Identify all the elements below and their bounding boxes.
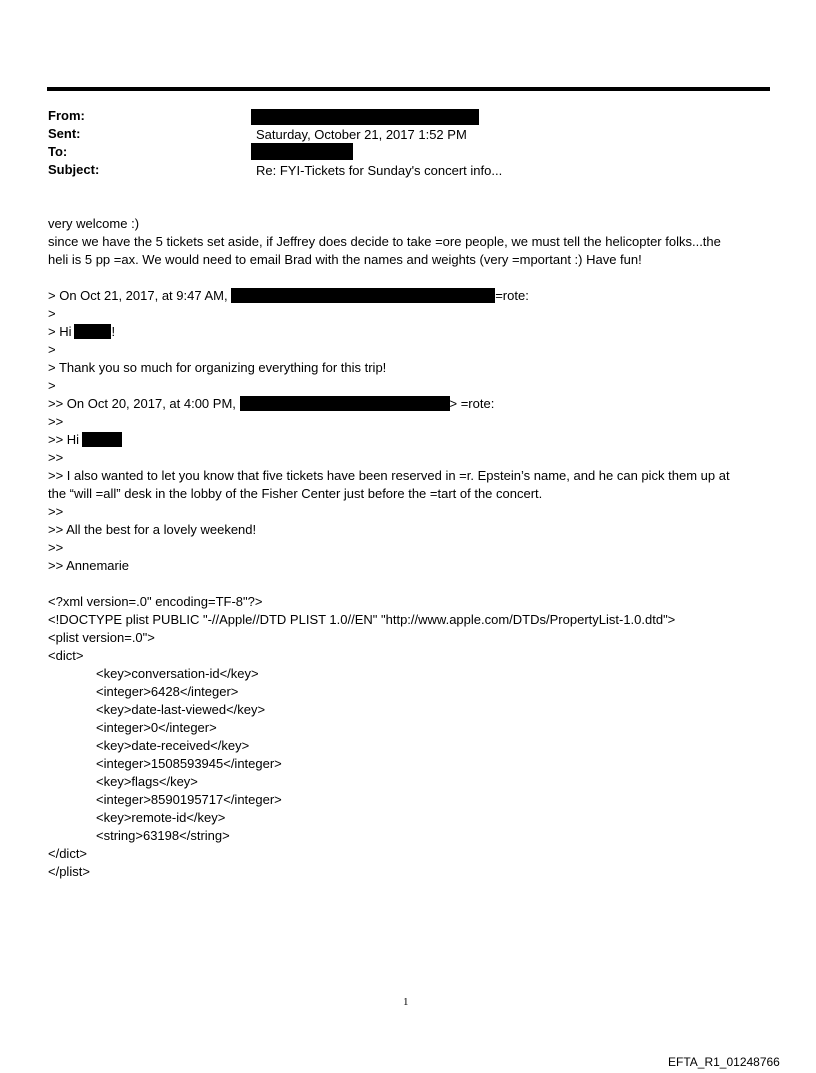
quoted-line — [48, 431, 122, 448]
quoted-line: >> — [48, 414, 64, 429]
quoted-line: >> All the best for a lovely weekend! — [48, 522, 257, 537]
plist-line: <string>63198</string> — [96, 828, 230, 843]
plist-line: <key>conversation-id</key> — [96, 666, 259, 681]
plist-line: <integer>0</integer> — [96, 720, 217, 735]
quoted-line: >> — [48, 540, 64, 555]
quoted-line — [48, 395, 494, 412]
document-id: EFTA_R1_01248766 — [668, 1055, 780, 1069]
header-rule — [47, 87, 770, 91]
quoted-line: > — [48, 378, 56, 393]
quoted-text: > =rote: — [449, 396, 495, 411]
body-line: very welcome :) — [48, 216, 140, 231]
quoted-line: > — [48, 306, 56, 321]
quoted-text: > On Oct 21, 2017, at 9:47 AM, — [48, 288, 228, 303]
quoted-text: =rote: — [495, 288, 529, 303]
from-label: From: — [48, 108, 85, 123]
quoted-line: > — [48, 342, 56, 357]
quoted-line: the “will =all” desk in the lobby of the Fisher Center just before the =tart of the concert. — [48, 486, 543, 501]
quoted-line — [48, 287, 529, 304]
plist-line: <key>date-received</key> — [96, 738, 250, 753]
quoted-line: > Thank you so much for organizing everything for this trip! — [48, 360, 387, 375]
name-redaction — [82, 432, 122, 447]
plist-line: <dict> — [48, 648, 84, 663]
plist-line: <integer>8590195717</integer> — [96, 792, 282, 807]
plist-line: <key>date-last-viewed</key> — [96, 702, 266, 717]
quoted-line: >> I also wanted to let you know that five tickets have been reserved in =r. Epstein’s name, and he can pick them up at — [48, 468, 730, 483]
to-redaction — [251, 143, 353, 160]
quoted-line — [48, 323, 115, 340]
quoted-text: > Hi — [48, 324, 72, 339]
subject-value: Re: FYI-Tickets for Sunday's concert info... — [256, 163, 503, 178]
quoted-text: ! — [111, 324, 116, 339]
from-redaction — [251, 109, 479, 125]
plist-line: <plist version=.0"> — [48, 630, 155, 645]
name-redaction — [74, 324, 111, 339]
plist-line: </plist> — [48, 864, 90, 879]
plist-line: <integer>1508593945</integer> — [96, 756, 282, 771]
sent-value: Saturday, October 21, 2017 1:52 PM — [256, 127, 467, 142]
to-label: To: — [48, 144, 68, 159]
subject-label: Subject: — [48, 162, 100, 177]
plist-line: <integer>6428</integer> — [96, 684, 239, 699]
plist-line: <!DOCTYPE plist PUBLIC "-//Apple//DTD PLIST 1.0//EN" "http://www.apple.com/DTDs/PropertyList-1.0.dtd"> — [48, 612, 676, 627]
body-line: heli is 5 pp =ax. We would need to email Brad with the names and weights (very =mportant :) Have fun! — [48, 252, 642, 267]
quoted-text: >> Hi — [48, 432, 80, 447]
quoted-text: >> On Oct 20, 2017, at 4:00 PM, — [48, 396, 236, 411]
body-line: since we have the 5 tickets set aside, if Jeffrey does decide to take =ore people, we must tell the helicopter folks...the — [48, 234, 721, 249]
quoted-line: >> — [48, 450, 64, 465]
quoted-line: >> — [48, 504, 64, 519]
plist-line: <?xml version=.0" encoding=TF-8"?> — [48, 594, 263, 609]
sender-redaction — [240, 396, 450, 411]
plist-line: <key>remote-id</key> — [96, 810, 226, 825]
plist-line: </dict> — [48, 846, 88, 861]
plist-line: <key>flags</key> — [96, 774, 198, 789]
sent-label: Sent: — [48, 126, 81, 141]
sender-redaction — [231, 288, 495, 303]
page-number: 1 — [403, 996, 409, 1008]
quoted-line: >> Annemarie — [48, 558, 129, 573]
